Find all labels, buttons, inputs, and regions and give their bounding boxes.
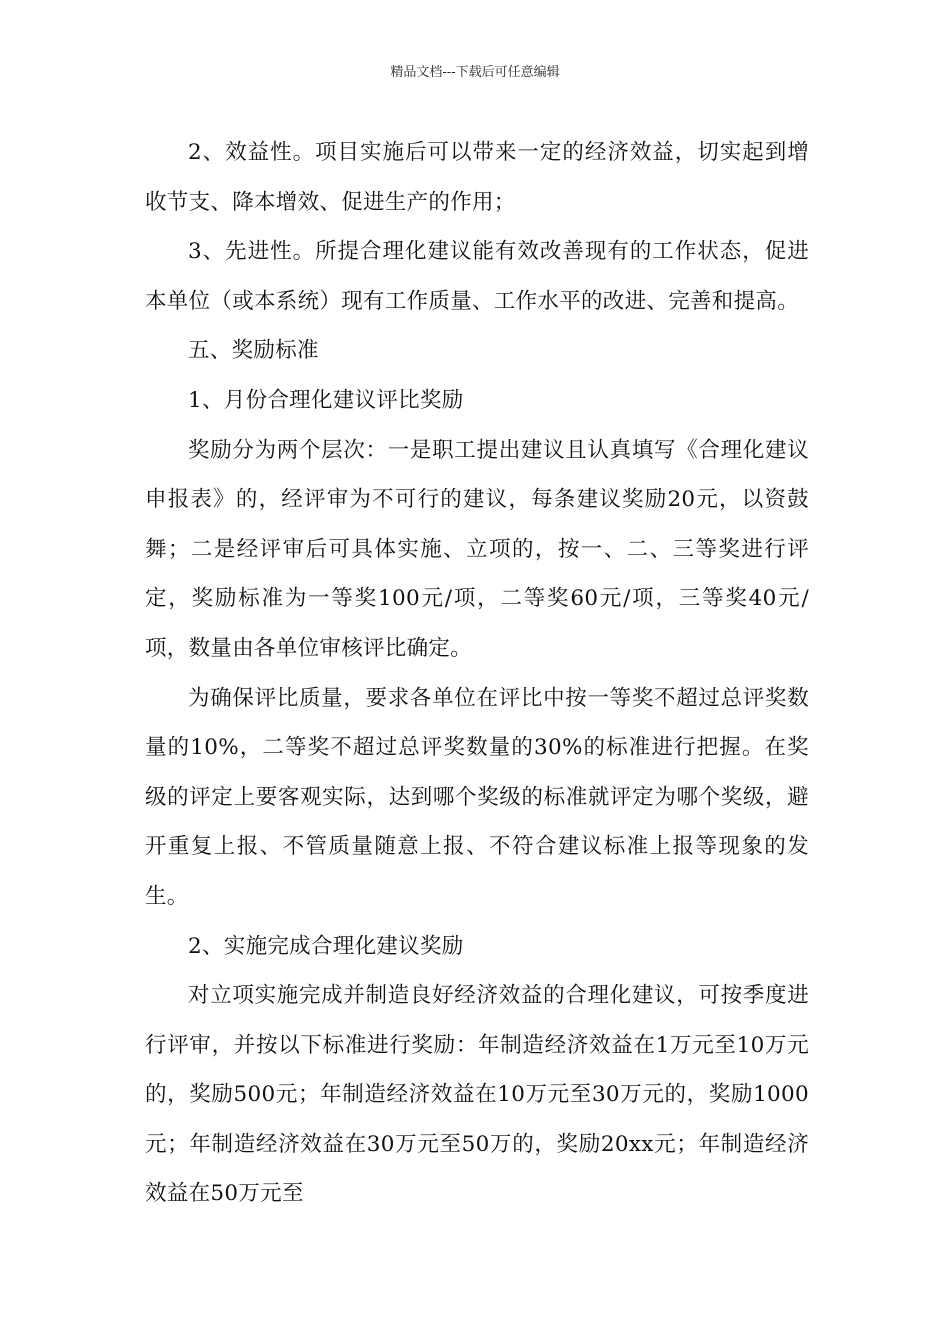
- subheading-monthly-reward: 1、月份合理化建议评比奖励: [188, 387, 464, 413]
- paragraph-implementation-standard: 对立项实施完成并制造良好经济效益的合理化建议，可按季度进行评审，并按以下标准进行奖励：年制造经济效益在1万元至10万元的，奖励500元；年制造经济效益在10万元至30万元的，奖励1000元；年制造经济效益在30万元至50万的，奖励20xx元；年制造经济效益在50万元至: [145, 983, 809, 1207]
- section-heading-reward-standard: 五、奖励标准: [188, 338, 319, 364]
- paragraph-reward-levels: 奖励分为两个层次：一是职工提出建议且认真填写《合理化建议申报表》的，经评审为不可行的建议，每条建议奖励20元，以资鼓舞；二是经评审后可具体实施、立项的，按一、二、三等奖进行评定，奖励标准为一等奖100元/项，二等奖60元/项，三等奖40元/项，数量由各单位审核评比确定。: [145, 437, 809, 661]
- subheading-implementation-reward: 2、实施完成合理化建议奖励: [188, 933, 464, 959]
- paragraph-advanced: 3、先进性。所提合理化建议能有效改善现有的工作状态，促进本单位（或本系统）现有工作质量、工作水平的改进、完善和提高。: [145, 239, 809, 314]
- paragraph-benefit: 2、效益性。项目实施后可以带来一定的经济效益，切实起到增收节支、降本增效、促进生产的作用；: [145, 140, 809, 215]
- paragraph-quality-control: 为确保评比质量，要求各单位在评比中按一等奖不超过总评奖数量的10%，二等奖不超过总评奖数量的30%的标准进行把握。在奖级的评定上要客观实际，达到哪个奖级的标准就评定为哪个奖级，避开重复上报、不管质量随意上报、不符合建议标准上报等现象的发生。: [145, 685, 809, 909]
- document-body: [145, 128, 809, 1219]
- page-header: 精品文档---下载后可任意编辑: [390, 65, 560, 80]
